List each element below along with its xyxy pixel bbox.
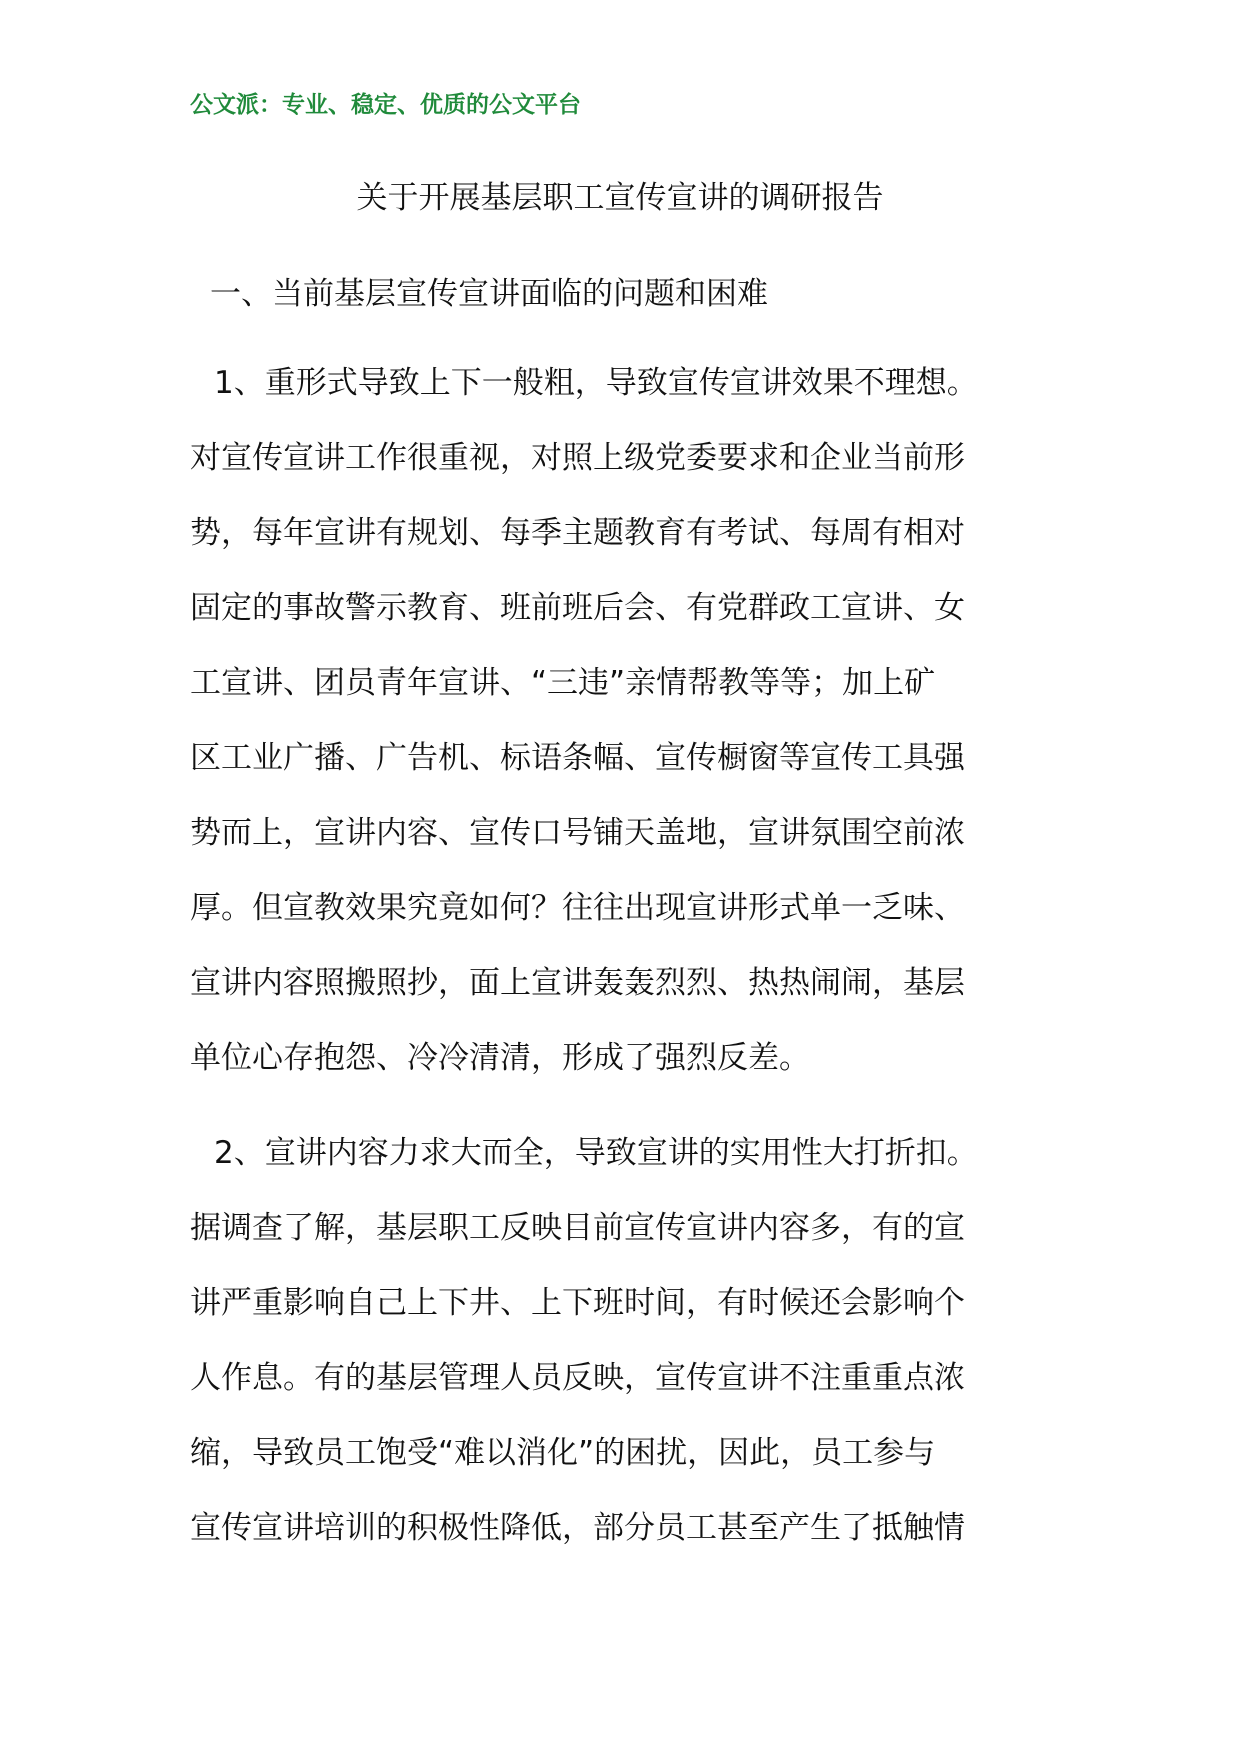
paragraph-line: 2、宣讲内容力求大而全，导致宣讲的实用性大打折扣。	[214, 1135, 978, 1171]
paragraph-line: 讲严重影响自己上下井、上下班时间，有时候还会影响个	[190, 1285, 965, 1321]
paragraph-line: 对宣传宣讲工作很重视，对照上级党委要求和企业当前形	[190, 440, 965, 476]
paragraph-line: 势而上，宣讲内容、宣传口号铺天盖地，宣讲氛围空前浓	[190, 815, 965, 851]
paragraph-line: 宣传宣讲培训的积极性降低，部分员工甚至产生了抵触情	[190, 1510, 965, 1546]
paragraph-line: 据调查了解，基层职工反映目前宣传宣讲内容多，有的宣	[190, 1210, 965, 1246]
paragraph-line: 单位心存抱怨、冷冷清清，形成了强烈反差。	[190, 1040, 810, 1076]
paragraph-line: 人作息。有的基层管理人员反映，宣传宣讲不注重重点浓	[190, 1360, 965, 1396]
paragraph-1	[190, 346, 1060, 1096]
paragraph-line: 厚。但宣教效果究竟如何？往往出现宣讲形式单一乏味、	[190, 890, 965, 926]
document-title: 关于开展基层职工宣传宣讲的调研报告	[356, 180, 884, 216]
paragraph-2	[190, 1116, 1060, 1566]
paragraph-line: 工宣讲、团员青年宣讲、“三违”亲情帮教等等；加上矿	[190, 665, 936, 701]
paragraph-line: 1、重形式导致上下一般粗，导致宣传宣讲效果不理想。	[214, 365, 978, 401]
paragraph-line: 势，每年宣讲有规划、每季主题教育有考试、每周有相对	[190, 515, 965, 551]
paragraph-line: 宣讲内容照搬照抄，面上宣讲轰轰烈烈、热热闹闹，基层	[190, 965, 965, 1001]
paragraph-line: 固定的事故警示教育、班前班后会、有党群政工宣讲、女	[190, 590, 965, 626]
paragraph-line: 缩，导致员工饱受“难以消化”的困扰，因此，员工参与	[190, 1435, 936, 1471]
section-heading: 一、当前基层宣传宣讲面临的问题和困难	[210, 276, 768, 312]
header-brand: 公文派：专业、稳定、优质的公文平台	[190, 91, 581, 118]
paragraph-line: 区工业广播、广告机、标语条幅、宣传橱窗等宣传工具强	[190, 740, 965, 776]
